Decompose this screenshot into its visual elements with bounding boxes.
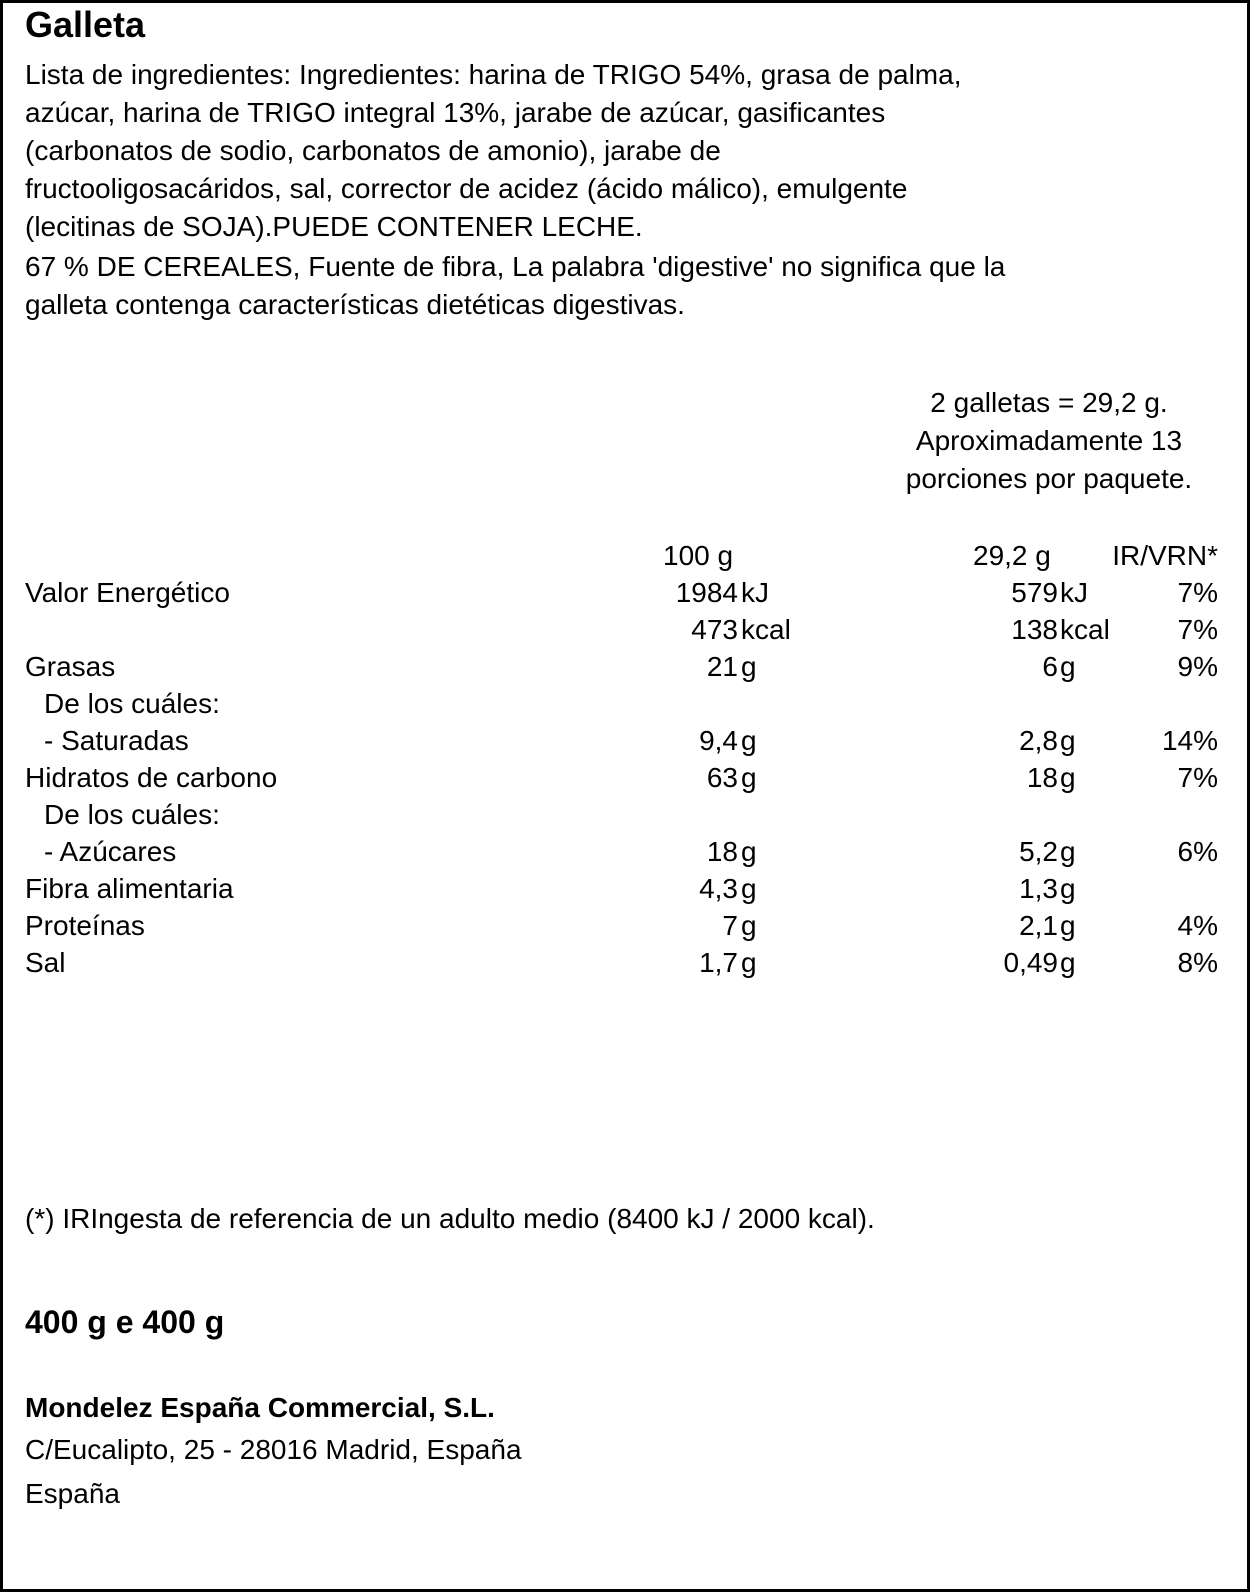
unit-per-serving: g bbox=[1060, 836, 1076, 867]
value-per-100g: 21 bbox=[706, 651, 738, 682]
value-ir: 8% bbox=[1177, 947, 1218, 978]
nutrition-row bbox=[0, 648, 1250, 685]
unit-per-serving: kcal bbox=[1060, 614, 1110, 645]
nutrition-row bbox=[0, 574, 1250, 611]
nutrition-row bbox=[0, 907, 1250, 944]
unit-per-serving: g bbox=[1060, 947, 1076, 978]
unit-per-serving: g bbox=[1060, 873, 1076, 904]
value-per-100g: 4,3 bbox=[699, 873, 738, 904]
unit-per-100g: g bbox=[741, 762, 757, 793]
nutrient-label: De los cuáles: bbox=[44, 688, 220, 719]
product-title: Galleta bbox=[25, 4, 146, 45]
header-per-100g: 100 g bbox=[663, 540, 734, 571]
value-ir: 6% bbox=[1177, 836, 1218, 867]
value-ir: 7% bbox=[1177, 614, 1218, 645]
nutrition-row bbox=[0, 870, 1250, 907]
net-quantity: 400 g e 400 g bbox=[25, 1304, 225, 1340]
nutrient-label: Proteínas bbox=[25, 910, 145, 941]
serving-line: 2 galletas = 29,2 g. bbox=[930, 387, 1168, 418]
unit-per-100g: g bbox=[741, 947, 757, 978]
value-per-100g: 473 bbox=[691, 614, 738, 645]
ingredients-list bbox=[25, 56, 961, 246]
unit-per-100g: g bbox=[741, 836, 757, 867]
value-per-serving: 6 bbox=[1042, 651, 1058, 682]
nutrition-header-row bbox=[0, 537, 1250, 574]
nutrition-row bbox=[0, 833, 1250, 870]
company-country: España bbox=[25, 1478, 120, 1509]
value-per-100g: 18 bbox=[706, 836, 738, 867]
unit-per-100g: kcal bbox=[741, 614, 791, 645]
serving-info bbox=[880, 384, 1218, 498]
value-per-serving: 5,2 bbox=[1019, 836, 1058, 867]
ingredients-line: Lista de ingredientes: Ingredientes: harina de TRIGO 54%, grasa de palma, bbox=[25, 59, 962, 90]
value-per-serving: 2,8 bbox=[1019, 725, 1058, 756]
unit-per-100g: g bbox=[741, 873, 757, 904]
unit-per-serving: g bbox=[1060, 762, 1076, 793]
unit-per-100g: g bbox=[741, 910, 757, 941]
claims-line: galleta contenga características dietéticas digestivas. bbox=[25, 289, 685, 320]
ingredients-line: fructooligosacáridos, sal, corrector de acidez (ácido málico), emulgente bbox=[25, 173, 908, 204]
ingredients-line: azúcar, harina de TRIGO integral 13%, jarabe de azúcar, gasificantes bbox=[25, 97, 886, 128]
ingredients-line: (carbonatos de sodio, carbonatos de amonio), jarabe de bbox=[25, 135, 721, 166]
nutrition-claims bbox=[25, 248, 1005, 324]
unit-per-100g: g bbox=[741, 651, 757, 682]
value-per-serving: 1,3 bbox=[1019, 873, 1058, 904]
value-ir: 9% bbox=[1177, 651, 1218, 682]
nutrition-row bbox=[0, 944, 1250, 981]
nutrient-label: Hidratos de carbono bbox=[25, 762, 278, 793]
nutrition-table bbox=[0, 537, 1250, 981]
unit-per-100g: kJ bbox=[741, 577, 769, 608]
claims-line: 67 % DE CEREALES, Fuente de fibra, La palabra 'digestive' no significa que la bbox=[25, 251, 1006, 282]
value-per-100g: 7 bbox=[722, 910, 738, 941]
nutrient-label: Fibra alimentaria bbox=[25, 873, 234, 904]
value-per-serving: 579 bbox=[1011, 577, 1058, 608]
value-ir: 14% bbox=[1161, 725, 1218, 756]
company-name: Mondelez España Commercial, S.L. bbox=[25, 1392, 495, 1423]
header-ir: IR/VRN* bbox=[1112, 540, 1218, 571]
nutrition-row bbox=[0, 796, 1250, 833]
nutrient-label: Sal bbox=[25, 947, 66, 978]
header-per-serving: 29,2 g bbox=[973, 540, 1051, 571]
nutrition-row bbox=[0, 759, 1250, 796]
unit-per-serving: g bbox=[1060, 651, 1076, 682]
serving-line: Aproximadamente 13 bbox=[915, 425, 1183, 456]
value-per-serving: 2,1 bbox=[1019, 910, 1058, 941]
company-address: C/Eucalipto, 25 - 28016 Madrid, España bbox=[25, 1434, 522, 1465]
unit-per-serving: g bbox=[1060, 725, 1076, 756]
footnote: (*) IRIngesta de referencia de un adulto medio (8400 kJ / 2000 kcal). bbox=[25, 1203, 875, 1234]
unit-per-serving: g bbox=[1060, 910, 1076, 941]
serving-line: porciones por paquete. bbox=[905, 463, 1193, 494]
nutrition-row bbox=[0, 611, 1250, 648]
value-ir: 4% bbox=[1177, 910, 1218, 941]
value-per-100g: 1984 bbox=[675, 577, 738, 608]
nutrition-row bbox=[0, 722, 1250, 759]
value-per-serving: 0,49 bbox=[1003, 947, 1058, 978]
value-per-serving: 18 bbox=[1026, 762, 1058, 793]
nutrient-label: - Azúcares bbox=[44, 836, 177, 867]
nutrient-label: De los cuáles: bbox=[44, 799, 220, 830]
value-per-100g: 1,7 bbox=[699, 947, 738, 978]
nutrient-label: Valor Energético bbox=[25, 577, 230, 608]
value-per-serving: 138 bbox=[1011, 614, 1058, 645]
value-per-100g: 9,4 bbox=[699, 725, 738, 756]
value-ir: 7% bbox=[1177, 577, 1218, 608]
ingredients-line: (lecitinas de SOJA).PUEDE CONTENER LECHE. bbox=[25, 211, 643, 242]
unit-per-100g: g bbox=[741, 725, 757, 756]
value-per-100g: 63 bbox=[706, 762, 738, 793]
unit-per-serving: kJ bbox=[1060, 577, 1088, 608]
nutrient-label: Grasas bbox=[25, 651, 116, 682]
nutrient-label: - Saturadas bbox=[44, 725, 189, 756]
nutrition-row bbox=[0, 685, 1250, 722]
value-ir: 7% bbox=[1177, 762, 1218, 793]
